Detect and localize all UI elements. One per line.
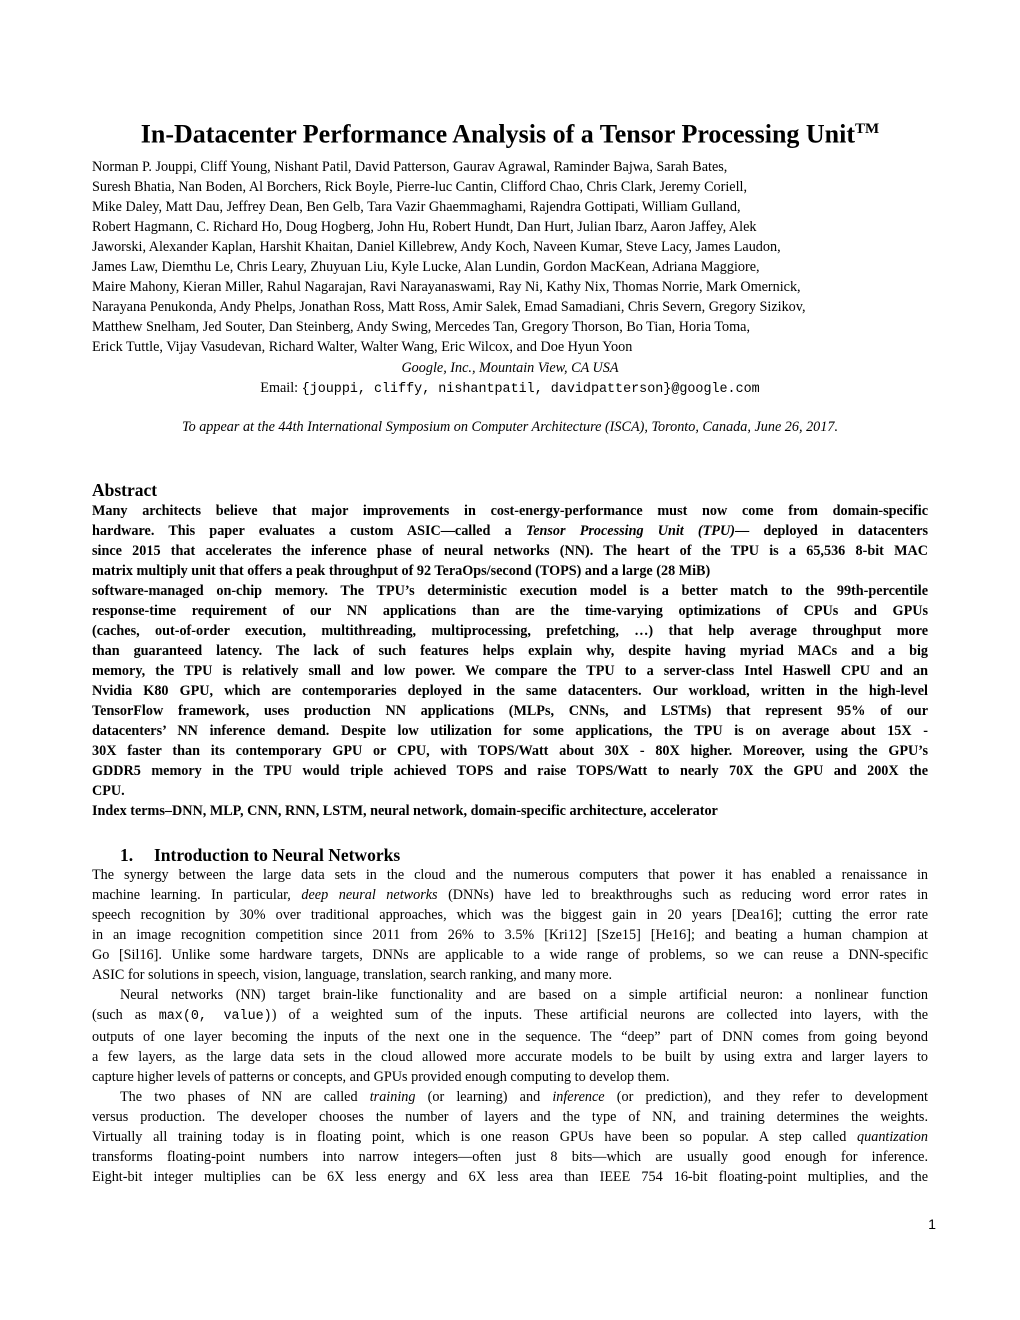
author-line: Norman P. Jouppi, Cliff Young, Nishant Patil, David Patterson, Gaurav Agrawal, Raminder Bajwa, Sarah Bates, — [92, 159, 728, 175]
abstract-heading: Abstract — [92, 480, 158, 500]
abstract-line: TensorFlow framework, uses production NN applications (MLPs, CNNs, and LSTMs) that represent 95% of our — [92, 703, 928, 719]
abstract-body — [92, 501, 928, 821]
body-fragment: machine learning. In particular, — [92, 887, 291, 903]
body-line: a few layers, as the large data sets in the cloud allowed more accurate models to be built by using extra and larger layers to — [92, 1049, 928, 1065]
author-line: Erick Tuttle, Vijay Vasudevan, Richard Walter, Walter Wang, Eric Wilcox, and Doe Hyun Yoon — [92, 339, 633, 355]
email-line — [0, 378, 1020, 400]
index-terms: Index terms–DNN, MLP, CNN, RNN, LSTM, neural network, domain-specific architecture, accelerator — [92, 803, 718, 819]
abstract-line: than guaranteed latency. The lack of such features helps explain why, despite having myriad MACs and a big — [92, 643, 928, 659]
body-line: Eight-bit integer multiplies can be 6X less energy and 6X less area than IEEE 754 16-bit floating-point multiplies, and the — [92, 1169, 928, 1185]
body-line: in an image recognition competition since 2011 from 26% to 3.5% [Kri12] [Sze15] [He16]; and beating a human champion at — [92, 927, 928, 943]
abstract-line: CPU. — [92, 783, 125, 799]
author-line: Maire Mahony, Kieran Miller, Rahul Nagarajan, Ravi Narayanaswami, Ray Ni, Kathy Nix, Thomas Norrie, Mark Omernick, — [92, 279, 801, 295]
abstract-line: GDDR5 memory in the TPU would triple achieved TOPS and raise TOPS/Watt to nearly 70X the GPU and 200X the — [92, 763, 928, 779]
body-emphasis: quantization — [857, 1129, 928, 1145]
author-line: Suresh Bhatia, Nan Boden, Al Borchers, Rick Boyle, Pierre-luc Cantin, Clifford Chao, Chris Clark, Jeremy Coriell, — [92, 179, 748, 195]
body-line: Go [Sil16]. Unlike some hardware targets, DNNs are applicable to a wide range of problems, so we can reuse a DNN-specific — [92, 947, 928, 963]
body-fragment: (or learning) and — [427, 1089, 541, 1105]
body-emphasis: inference — [552, 1089, 605, 1105]
author-line: Mike Daley, Matt Dau, Jeffrey Dean, Ben Gelb, Tara Vazir Ghaemmaghami, Rajendra Gottipati, William Gulland, — [92, 199, 741, 215]
abstract-line: Many architects believe that major improvements in cost-energy-performance must now come from domain-specific — [92, 503, 928, 519]
body-fragment: (such as — [92, 1007, 147, 1023]
abstract-line: memory, the TPU is relatively small and low power. We compare the TPU to a server-class Intel Haswell CPU and an — [92, 663, 928, 679]
body-line: Neural networks (NN) target brain-like functionality and are based on a simple artificial neuron: a nonlinear function — [120, 987, 928, 1003]
abstract-line — [92, 521, 928, 541]
abstract-line: datacenters’ NN inference demand. Despite low utilization for some applications, the TPU is on average about 15X - — [92, 723, 928, 739]
email-handles: {jouppi, cliffy, nishantpatil, davidpatterson} — [301, 382, 672, 397]
abstract-fragment: hardware. This paper evaluates a custom ASIC—called a — [92, 523, 512, 539]
email-domain: @google.com — [671, 382, 760, 397]
abstract-line: matrix multiply unit that offers a peak throughput of 92 TeraOps/second (TOPS) and a large (28 MiB) — [92, 563, 711, 579]
body-fragment: (DNNs) have led to breakthroughs such as reducing word error rates in — [448, 887, 928, 903]
abstract-line: (caches, out-of-order execution, multithreading, multiprocessing, prefetching, …) that help average throughput more — [92, 623, 928, 639]
trademark-mark: TM — [855, 121, 880, 137]
body-emphasis: deep neural networks — [301, 887, 438, 903]
section-heading — [120, 843, 400, 867]
author-line: Narayana Penukonda, Andy Phelps, Jonathan Ross, Matt Ross, Amir Salek, Emad Samadiani, Chris Severn, Gregory Sizikov, — [92, 299, 806, 315]
abstract-line: response-time requirement of our NN applications than are the time-varying optimizations of CPUs and GPUs — [92, 603, 928, 619]
body-line: The synergy between the large data sets in the cloud and the numerous computers that power it has enabled a renaissance in — [92, 867, 928, 883]
email-label: Email: — [260, 380, 299, 396]
body-line — [92, 1087, 928, 1107]
abstract-line: since 2015 that accelerates the inference phase of neural networks (NN). The heart of the TPU is a 65,536 8-bit MAC — [92, 543, 928, 559]
body-fragment: Virtually all training today is in floating point, which is one reason GPUs have been so popular. A step called — [92, 1129, 847, 1145]
body-line — [92, 1005, 928, 1027]
abstract-line: Nvidia K80 GPU, which are contemporaries deployed in the same datacenters. Our workload, written in the high-level — [92, 683, 928, 699]
body-line — [92, 1127, 928, 1147]
paper-title — [0, 111, 1020, 153]
code-inline: max(0, value) — [158, 1009, 272, 1024]
section-number: 1. — [120, 845, 134, 865]
body-line: speech recognition by 30% over traditional approaches, which was the biggest gain in 20 years [Dea16]; cutting the error rate — [92, 907, 928, 923]
author-line: Matthew Snelham, Jed Souter, Dan Steinberg, Andy Swing, Mercedes Tan, Gregory Thorson, Bo Tian, Horia Toma, — [92, 319, 751, 335]
venue-note: To appear at the 44th International Symposium on Computer Architecture (ISCA), Toronto, Canada, June 26, 2017. — [181, 419, 838, 435]
author-line: James Law, Diemthu Le, Chris Leary, Zhuyuan Liu, Kyle Lucke, Alan Lundin, Gordon MacKean, Adriana Maggiore, — [92, 259, 760, 275]
body-line: transforms floating-point numbers into narrow integers—often just 8 bits—which are usually good enough for inference. — [92, 1149, 928, 1165]
body-line — [92, 885, 928, 905]
body-fragment: The two phases of NN are called — [120, 1089, 358, 1105]
affiliation: Google, Inc., Mountain View, CA USA — [401, 360, 619, 376]
abstract-line: 30X faster than its contemporary GPU or CPU, with TOPS/Watt about 30X - 80X higher. Moreover, using the GPU’s — [92, 743, 928, 759]
abstract-emphasis: Tensor Processing Unit (TPU) — [525, 523, 735, 539]
author-list — [92, 157, 952, 357]
author-line: Jaworski, Alexander Kaplan, Harshit Khaitan, Daniel Killebrew, Andy Koch, Naveen Kumar, Steve Lacy, James Laudon, — [92, 239, 781, 255]
abstract-fragment: — deployed in datacenters — [734, 523, 929, 539]
body-line: ASIC for solutions in speech, vision, language, translation, search ranking, and many more. — [92, 967, 613, 983]
body-fragment: (or prediction), and they refer to development — [616, 1089, 928, 1105]
body-fragment: ) of a weighted sum of the inputs. These artificial neurons are collected into layers, with the — [271, 1007, 928, 1023]
section-title: Introduction to Neural Networks — [154, 845, 401, 865]
title-text: In-Datacenter Performance Analysis of a Tensor Processing Unit — [140, 119, 856, 149]
body-line: versus production. The developer chooses the number of layers and the type of NN, and training determines the weights. — [92, 1109, 928, 1125]
body-emphasis: training — [369, 1089, 416, 1105]
author-line: Robert Hagmann, C. Richard Ho, Doug Hogberg, John Hu, Robert Hundt, Dan Hurt, Julian Ibarz, Aaron Jaffey, Alek — [92, 219, 757, 235]
body-line: outputs of one layer becoming the inputs of the next one in the sequence. The “deep” part of DNN comes from going beyond — [92, 1029, 928, 1045]
section-body — [92, 865, 928, 1187]
page-number: 1 — [928, 1217, 936, 1233]
abstract-line: software-managed on-chip memory. The TPU’s deterministic execution model is a better match to the 99th-percentile — [92, 583, 928, 599]
body-line: capture higher levels of patterns or concepts, and GPUs provided enough computing to develop them. — [92, 1069, 670, 1085]
